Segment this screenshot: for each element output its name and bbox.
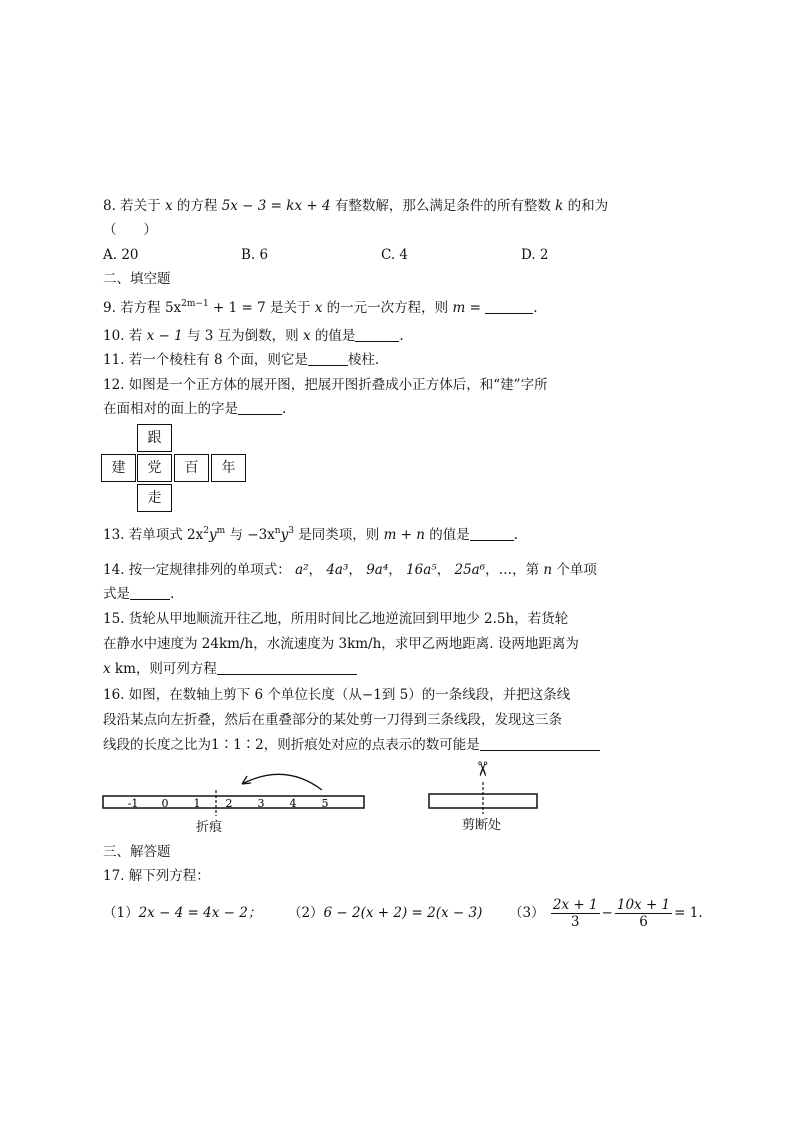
tick-label: -1 bbox=[127, 797, 139, 810]
q17-part2-label: （2） bbox=[287, 905, 324, 921]
q9-end: . bbox=[533, 300, 538, 316]
q13-answer-blank[interactable] bbox=[470, 526, 514, 541]
q15-text-line3: km，则可列方程 bbox=[110, 661, 217, 677]
q10-text-b: 与 3 互为倒数，则 bbox=[182, 328, 303, 344]
q14-answer-blank[interactable] bbox=[130, 585, 170, 600]
scissors-icon: ✂ bbox=[470, 760, 495, 778]
q11-answer-blank[interactable] bbox=[308, 351, 348, 366]
q10-text-a: 10. 若 bbox=[103, 328, 147, 344]
q9-var-x: x bbox=[314, 300, 323, 316]
tick-label: 1 bbox=[193, 797, 201, 810]
q15-answer-blank[interactable] bbox=[217, 660, 357, 675]
q13-var-y1: y bbox=[209, 527, 217, 543]
q17-part1-label: （1） bbox=[103, 905, 139, 921]
q8-paren: （ ） bbox=[103, 222, 157, 238]
cube-net-figure bbox=[101, 424, 251, 514]
net-cell-top: 跟 bbox=[137, 424, 172, 452]
q13-text-a: 13. 若单项式 2x bbox=[103, 527, 204, 543]
question-15-line2: 在静水中速度为 24km/h，水流速度为 3km/h，求甲乙两地距离. 设两地距离为 bbox=[103, 636, 579, 652]
question-9 bbox=[103, 298, 538, 318]
question-11 bbox=[103, 350, 379, 370]
q13-expr-mn: m + n bbox=[383, 527, 425, 543]
q14-term-5: 25a⁶ bbox=[454, 562, 486, 578]
q10-answer-blank[interactable] bbox=[355, 327, 399, 342]
q13-exp1: 2 bbox=[203, 526, 209, 536]
cut-strip-rect bbox=[429, 794, 537, 808]
frac1-numerator: 2x + 1 bbox=[552, 897, 598, 913]
question-17-stem: 17. 解下列方程： bbox=[103, 868, 210, 884]
q17-part1-equation: 2x − 4 = 4x − 2； bbox=[138, 905, 262, 921]
q14-term-1: a² bbox=[295, 562, 309, 578]
cut-caption: 剪断处 bbox=[462, 818, 502, 833]
q16-answer-blank[interactable] bbox=[480, 736, 600, 751]
section-solve-heading: 三、解答题 bbox=[103, 844, 171, 860]
q15-var-x: x bbox=[103, 661, 111, 677]
question-10 bbox=[103, 326, 404, 346]
section-fill-blank-heading: 二、填空题 bbox=[103, 271, 171, 287]
q10-text-c: 的值是 bbox=[310, 328, 356, 344]
question-17-parts bbox=[103, 896, 703, 930]
question-12-line2 bbox=[103, 399, 286, 419]
q14-text-b: ，…，第 bbox=[485, 562, 544, 578]
q9-var-m: m bbox=[452, 300, 466, 316]
q14-text-line2: 式是 bbox=[103, 586, 130, 602]
q13-var-y2: y bbox=[280, 527, 289, 543]
q10-var-x: x bbox=[302, 328, 311, 344]
q17-part3-minus: − bbox=[601, 905, 613, 921]
q12-answer-blank[interactable] bbox=[238, 400, 282, 415]
question-16-line2: 段沿某点向左折叠，然后在重叠部分的某处剪一刀得到三条线段，发现这三条 bbox=[103, 712, 562, 728]
q9-exponent: 2m−1 bbox=[181, 299, 209, 309]
tick-label: 0 bbox=[161, 797, 169, 810]
number-line-figure bbox=[100, 764, 370, 824]
option-b: B. 6 bbox=[241, 247, 269, 263]
q8-var-k: k bbox=[555, 198, 564, 214]
option-d: D. 2 bbox=[521, 247, 549, 263]
q14-term-4: 16a⁵ bbox=[406, 562, 437, 578]
net-cell-center: 党 bbox=[137, 454, 172, 482]
q13-text-f: 的值是 bbox=[424, 527, 470, 543]
q8-equation: 5x − 3 = kx + 4 bbox=[221, 198, 331, 214]
q17-part2-equation: 6 − 2(x + 2) = 2(x − 3) bbox=[323, 905, 483, 921]
q17-part3-fraction-1 bbox=[551, 897, 600, 930]
question-14-line1: 14. 按一定规律排列的单项式： a²， 4a³， 9a⁴， 16a⁵， 25a⁶，…，第 n 个单项 bbox=[103, 562, 597, 578]
q12-text: 在面相对的面上的字是 bbox=[103, 401, 238, 417]
q14-term-2: 4a³ bbox=[326, 562, 349, 578]
q10-end: . bbox=[399, 328, 404, 344]
q8-text-a: 8. 若关于 bbox=[103, 198, 161, 214]
question-8 bbox=[103, 196, 608, 216]
question-15-line3 bbox=[103, 659, 357, 679]
q17-part3-rhs: = 1. bbox=[674, 905, 703, 921]
frac2-denominator: 6 bbox=[639, 914, 648, 930]
question-12-line1: 12. 如图是一个正方体的展开图，把展开图折叠成小正方体后，和“建”字所 bbox=[103, 377, 548, 393]
net-cell-bottom: 走 bbox=[137, 484, 172, 512]
q9-answer-blank[interactable] bbox=[485, 299, 533, 314]
q9-text-d: = bbox=[465, 300, 486, 316]
q14-var-n: n bbox=[543, 562, 553, 578]
q13-exp3: n bbox=[274, 526, 281, 536]
q9-text-b: + 1 = 7 是关于 bbox=[208, 300, 315, 316]
q12-end: . bbox=[282, 401, 287, 417]
q13-end: . bbox=[513, 527, 519, 543]
q14-text-a: 14. 按一定规律排列的单项式： bbox=[103, 562, 291, 578]
q8-text-c: 有整数解，那么满足条件的所有整数 bbox=[334, 198, 551, 214]
tick-label: 2 bbox=[225, 797, 233, 810]
net-cell-right1: 百 bbox=[174, 454, 209, 482]
q14-term-3: 9a⁴ bbox=[366, 562, 389, 578]
question-13 bbox=[103, 525, 518, 545]
q10-expr: x − 1 bbox=[146, 328, 183, 344]
tick-label: 5 bbox=[321, 797, 329, 810]
option-c: C. 4 bbox=[381, 247, 409, 263]
q13-exp4: 3 bbox=[288, 526, 294, 536]
q17-part3-fraction-2 bbox=[615, 897, 672, 930]
q8-text-b: 的方程 bbox=[176, 198, 218, 214]
q9-text-a: 9. 若方程 5x bbox=[103, 300, 182, 316]
fold-arrow bbox=[242, 774, 322, 790]
fold-caption: 折痕 bbox=[196, 820, 223, 835]
q8-var-x: x bbox=[164, 198, 173, 214]
question-16-line1: 16. 如图，在数轴上剪下 6 个单位长度（从−1到 5）的一条线段，并把这条线 bbox=[103, 687, 571, 703]
q14-end: . bbox=[170, 586, 175, 602]
question-14-line2 bbox=[103, 584, 174, 604]
q8-text-d: 的和为 bbox=[567, 198, 609, 214]
question-16-line3 bbox=[103, 735, 600, 755]
q13-exp2: m bbox=[216, 526, 226, 536]
net-cell-left: 建 bbox=[101, 454, 136, 482]
q9-text-c: 的一元一次方程，则 bbox=[322, 300, 453, 316]
q14-text-c: 个单项 bbox=[552, 562, 597, 578]
q16-text-line3: 线段的长度之比为1∶1∶2，则折痕处对应的点表示的数可能是 bbox=[103, 737, 480, 753]
tick-label: 3 bbox=[257, 797, 265, 810]
tick-label: 4 bbox=[289, 797, 297, 810]
q13-text-c: 与 −3x bbox=[225, 527, 275, 543]
frac2-numerator: 10x + 1 bbox=[616, 897, 671, 913]
frac1-denominator: 3 bbox=[570, 914, 580, 930]
q11-text-b: 棱柱. bbox=[347, 352, 380, 368]
question-15-line1: 15. 货轮从甲地顺流开往乙地，所用时间比乙地逆流回到甲地少 2.5h，若货轮 bbox=[103, 611, 569, 627]
net-cell-right2: 年 bbox=[211, 454, 246, 482]
q11-text-a: 11. 若一个棱柱有 8 个面，则它是 bbox=[103, 352, 308, 368]
option-a: A. 20 bbox=[103, 247, 139, 263]
q17-part3-label: （3） bbox=[508, 905, 545, 921]
q13-text-e: 是同类项，则 bbox=[293, 527, 384, 543]
